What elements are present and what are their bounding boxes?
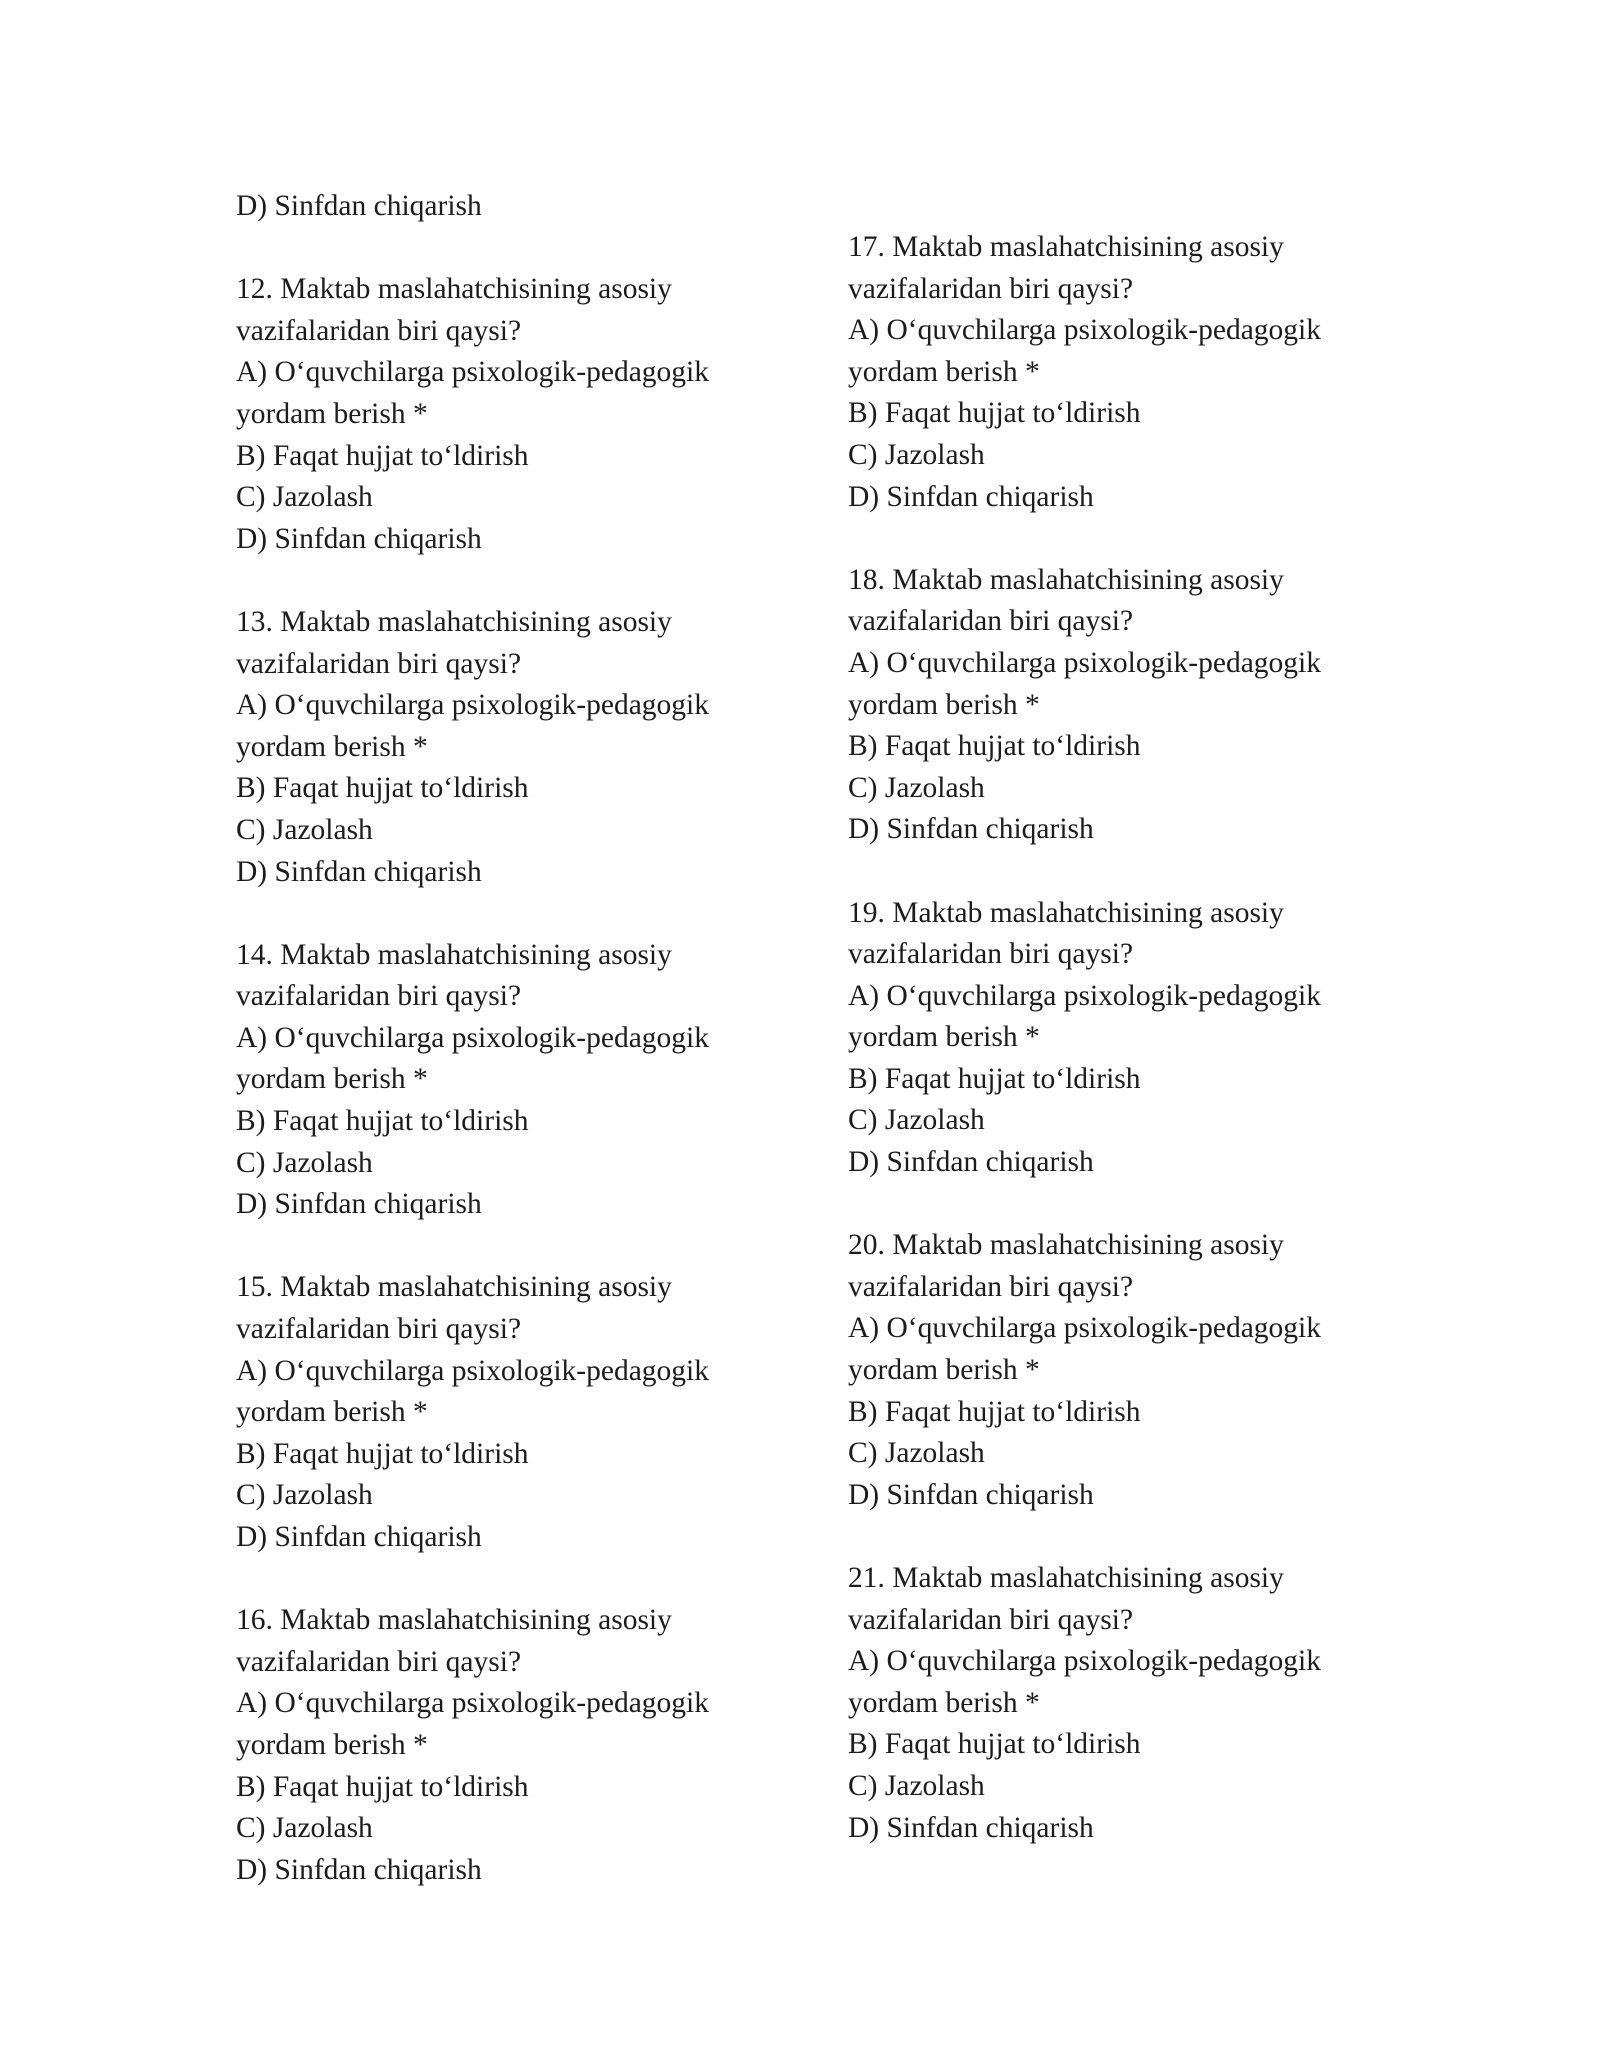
question-text-continued: vazifalaridan biri qaysi?: [236, 647, 522, 680]
continued-option-d: D) Sinfdan chiqarish: [236, 190, 482, 222]
question-text-continued: vazifalaridan biri qaysi?: [236, 1645, 522, 1678]
option-a-continued: yordam berish *: [236, 1396, 428, 1429]
option-b: B) Faqat hujjat to‘ldirish: [236, 1105, 529, 1138]
option-b: B) Faqat hujjat to‘ldirish: [848, 1062, 1141, 1095]
option-a-continued: yordam berish *: [848, 1686, 1040, 1719]
option-a-continued: yordam berish *: [236, 1063, 428, 1096]
option-a-continued: yordam berish *: [848, 355, 1040, 388]
question-16: [236, 1600, 776, 1891]
question-15: [236, 1267, 776, 1558]
option-a-continued: yordam berish *: [848, 1354, 1040, 1387]
option-c: C) Jazolash: [236, 1479, 373, 1512]
question-14: [236, 935, 776, 1226]
option-a: A) O‘quvchilarga psixologik-pedagogik: [236, 1021, 709, 1054]
option-a-continued: yordam berish *: [236, 730, 428, 763]
option-b: B) Faqat hujjat to‘ldirish: [236, 439, 529, 472]
option-a: A) O‘quvchilarga psixologik-pedagogik: [236, 1687, 709, 1720]
option-d: D) Sinfdan chiqarish: [236, 855, 482, 888]
option-a: A) O‘quvchilarga psixologik-pedagogik: [848, 314, 1321, 347]
option-a: A) O‘quvchilarga psixologik-pedagogik: [848, 979, 1321, 1012]
question-text: 19. Maktab maslahatchisining asosiy: [848, 896, 1284, 929]
option-b: B) Faqat hujjat to‘ldirish: [236, 1437, 529, 1470]
question-text: 16. Maktab maslahatchisining asosiy: [236, 1604, 672, 1637]
option-c: C) Jazolash: [236, 1146, 373, 1179]
option-c: C) Jazolash: [848, 438, 985, 471]
right-column: [848, 227, 1388, 1849]
question-19: [848, 893, 1388, 1184]
option-b: B) Faqat hujjat to‘ldirish: [236, 772, 529, 805]
option-d: D) Sinfdan chiqarish: [236, 1188, 482, 1221]
option-c: C) Jazolash: [848, 1104, 985, 1137]
question-text: 12. Maktab maslahatchisining asosiy: [236, 273, 672, 306]
question-text: 20. Maktab maslahatchisining asosiy: [848, 1229, 1284, 1262]
option-a: A) O‘quvchilarga psixologik-pedagogik: [236, 356, 709, 389]
option-a-continued: yordam berish *: [848, 688, 1040, 721]
option-b: B) Faqat hujjat to‘ldirish: [848, 1395, 1141, 1428]
option-a: A) O‘quvchilarga psixologik-pedagogik: [848, 646, 1321, 679]
option-a: A) O‘quvchilarga psixologik-pedagogik: [848, 1312, 1321, 1345]
option-d: D) Sinfdan chiqarish: [848, 813, 1094, 846]
question-text: 18. Maktab maslahatchisining asosiy: [848, 563, 1284, 596]
option-a-continued: yordam berish *: [236, 1728, 428, 1761]
question-text-continued: vazifalaridan biri qaysi?: [848, 272, 1134, 305]
question-text-continued: vazifalaridan biri qaysi?: [848, 605, 1134, 638]
option-a: A) O‘quvchilarga psixologik-pedagogik: [236, 1354, 709, 1387]
question-text-continued: vazifalaridan biri qaysi?: [848, 1603, 1134, 1636]
option-c: C) Jazolash: [236, 1812, 373, 1845]
option-c: C) Jazolash: [236, 481, 373, 514]
question-text-continued: vazifalaridan biri qaysi?: [236, 1313, 522, 1346]
option-a: A) O‘quvchilarga psixologik-pedagogik: [848, 1645, 1321, 1678]
question-17: [848, 227, 1388, 518]
left-column: [236, 186, 776, 1891]
option-c: C) Jazolash: [848, 1437, 985, 1470]
question-text: 17. Maktab maslahatchisining asosiy: [848, 231, 1284, 263]
option-b: B) Faqat hujjat to‘ldirish: [236, 1770, 529, 1803]
option-c: C) Jazolash: [848, 771, 985, 804]
option-c: C) Jazolash: [848, 1769, 985, 1802]
option-b: B) Faqat hujjat to‘ldirish: [848, 397, 1141, 430]
option-d: D) Sinfdan chiqarish: [236, 522, 482, 555]
question-13: [236, 602, 776, 893]
question-text-continued: vazifalaridan biri qaysi?: [236, 314, 522, 347]
option-d: D) Sinfdan chiqarish: [848, 1811, 1094, 1844]
question-21: [848, 1558, 1388, 1849]
question-text-continued: vazifalaridan biri qaysi?: [236, 980, 522, 1013]
option-d: D) Sinfdan chiqarish: [848, 480, 1094, 513]
question-12: [236, 269, 776, 560]
option-a: A) O‘quvchilarga psixologik-pedagogik: [236, 689, 709, 722]
question-text: 21. Maktab maslahatchisining asosiy: [848, 1562, 1284, 1594]
question-18: [848, 560, 1388, 851]
option-d: D) Sinfdan chiqarish: [848, 1478, 1094, 1511]
option-a-continued: yordam berish *: [848, 1021, 1040, 1054]
option-d: D) Sinfdan chiqarish: [236, 1521, 482, 1553]
question-text: 15. Maktab maslahatchisining asosiy: [236, 1271, 672, 1304]
question-20: [848, 1225, 1388, 1516]
option-d: D) Sinfdan chiqarish: [848, 1146, 1094, 1179]
option-c: C) Jazolash: [236, 813, 373, 846]
option-d: D) Sinfdan chiqarish: [236, 1853, 482, 1886]
question-text-continued: vazifalaridan biri qaysi?: [848, 1270, 1134, 1303]
option-b: B) Faqat hujjat to‘ldirish: [848, 1728, 1141, 1761]
question-text-continued: vazifalaridan biri qaysi?: [848, 938, 1134, 971]
question-text: 13. Maktab maslahatchisining asosiy: [236, 605, 672, 638]
option-b: B) Faqat hujjat to‘ldirish: [848, 730, 1141, 763]
option-a-continued: yordam berish *: [236, 397, 428, 430]
question-text: 14. Maktab maslahatchisining asosiy: [236, 938, 672, 971]
